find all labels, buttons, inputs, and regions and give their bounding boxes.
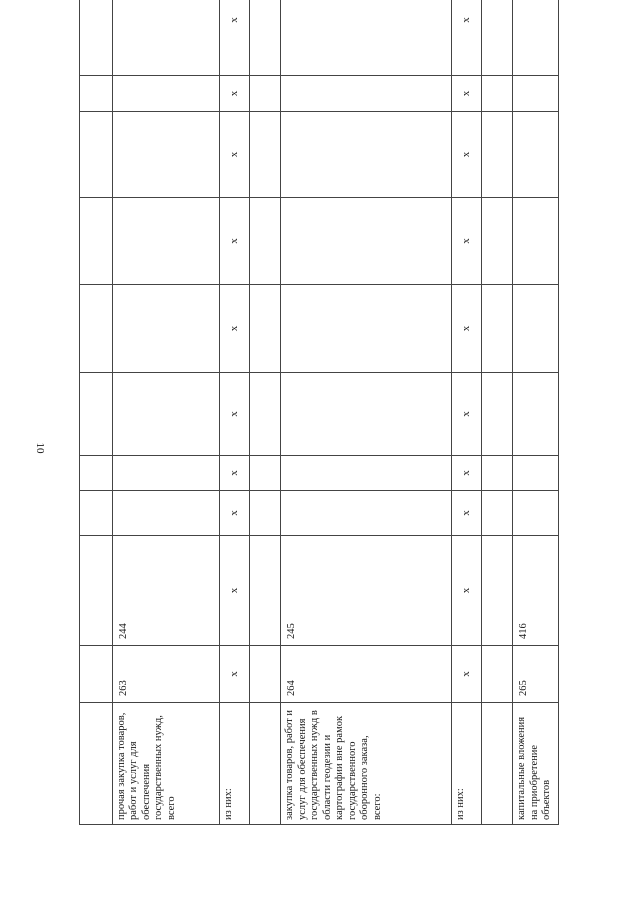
value-cell	[281, 456, 451, 491]
value-cell	[482, 285, 513, 373]
value-cell	[250, 0, 281, 76]
code-cell	[482, 536, 513, 646]
code-cell	[250, 536, 281, 646]
value-cell	[513, 491, 559, 536]
table-row	[80, 0, 113, 825]
value-cell	[112, 0, 219, 76]
value-cell	[250, 112, 281, 198]
value-cell	[482, 456, 513, 491]
code-cell	[250, 646, 281, 703]
value-cell	[250, 491, 281, 536]
value-cell	[250, 76, 281, 112]
financial-plan-table	[79, 0, 559, 825]
value-cell: x	[219, 373, 250, 456]
value-cell	[482, 373, 513, 456]
value-cell	[250, 285, 281, 373]
table-row	[250, 0, 281, 825]
code-cell: 244	[112, 536, 219, 646]
code-cell: 245	[281, 536, 451, 646]
value-cell	[482, 0, 513, 76]
row-label-cell: капитальные вложения на приобретение объектов	[513, 703, 559, 825]
value-cell	[482, 198, 513, 285]
value-cell: x	[451, 76, 482, 112]
code-cell: 263	[112, 646, 219, 703]
value-cell: x	[451, 0, 482, 76]
value-cell	[513, 373, 559, 456]
value-cell	[112, 198, 219, 285]
table-row	[482, 0, 513, 825]
code-cell: x	[451, 536, 482, 646]
code-cell: x	[219, 536, 250, 646]
value-cell: x	[451, 491, 482, 536]
value-cell: x	[219, 112, 250, 198]
row-label-cell	[482, 703, 513, 825]
value-cell: x	[451, 285, 482, 373]
value-cell	[513, 285, 559, 373]
value-cell: x	[219, 456, 250, 491]
value-cell	[80, 198, 113, 285]
value-cell: x	[219, 198, 250, 285]
value-cell: x	[219, 491, 250, 536]
code-cell: 416	[513, 536, 559, 646]
value-cell	[513, 456, 559, 491]
value-cell	[250, 198, 281, 285]
value-cell	[250, 456, 281, 491]
code-cell	[482, 646, 513, 703]
value-cell	[112, 112, 219, 198]
table-row	[112, 0, 219, 825]
value-cell	[482, 112, 513, 198]
value-cell	[112, 456, 219, 491]
value-cell	[281, 76, 451, 112]
table-row	[451, 0, 482, 825]
value-cell	[281, 0, 451, 76]
table-row	[219, 0, 250, 825]
value-cell: x	[219, 285, 250, 373]
row-label-cell	[80, 703, 113, 825]
value-cell	[80, 285, 113, 373]
row-label-cell	[250, 703, 281, 825]
value-cell	[250, 373, 281, 456]
row-label-cell: закупка товаров, работ и услуг для обеспечения государственных нужд в области геодезии и картографии вне рамок государственного оборонного заказа, всего:	[281, 703, 451, 825]
row-label-cell: прочая закупка товаров, работ и услуг для обеспечения государственных нужд, всего	[112, 703, 219, 825]
value-cell: x	[219, 76, 250, 112]
value-cell	[80, 491, 113, 536]
value-cell	[513, 0, 559, 76]
value-cell	[112, 285, 219, 373]
code-cell: 265	[513, 646, 559, 703]
value-cell	[112, 373, 219, 456]
row-label-cell: из них:	[219, 703, 250, 825]
value-cell	[281, 491, 451, 536]
value-cell	[112, 76, 219, 112]
value-cell	[281, 198, 451, 285]
code-cell	[80, 536, 113, 646]
value-cell	[80, 373, 113, 456]
row-label-cell: из них:	[451, 703, 482, 825]
value-cell	[482, 491, 513, 536]
rotated-table-container	[79, 17, 559, 825]
value-cell	[80, 456, 113, 491]
value-cell	[112, 491, 219, 536]
value-cell	[281, 285, 451, 373]
value-cell	[80, 0, 113, 76]
page-number: 10	[34, 442, 46, 454]
value-cell: x	[219, 0, 250, 76]
code-cell: x	[219, 646, 250, 703]
value-cell: x	[451, 198, 482, 285]
value-cell: x	[451, 373, 482, 456]
table-row	[513, 0, 559, 825]
code-cell: x	[451, 646, 482, 703]
value-cell	[80, 112, 113, 198]
value-cell	[482, 76, 513, 112]
value-cell: x	[451, 456, 482, 491]
value-cell	[513, 76, 559, 112]
table-row	[281, 0, 451, 825]
code-cell	[80, 646, 113, 703]
value-cell	[281, 112, 451, 198]
value-cell	[513, 198, 559, 285]
value-cell	[281, 373, 451, 456]
value-cell	[80, 76, 113, 112]
code-cell: 264	[281, 646, 451, 703]
value-cell: x	[451, 112, 482, 198]
value-cell	[513, 112, 559, 198]
